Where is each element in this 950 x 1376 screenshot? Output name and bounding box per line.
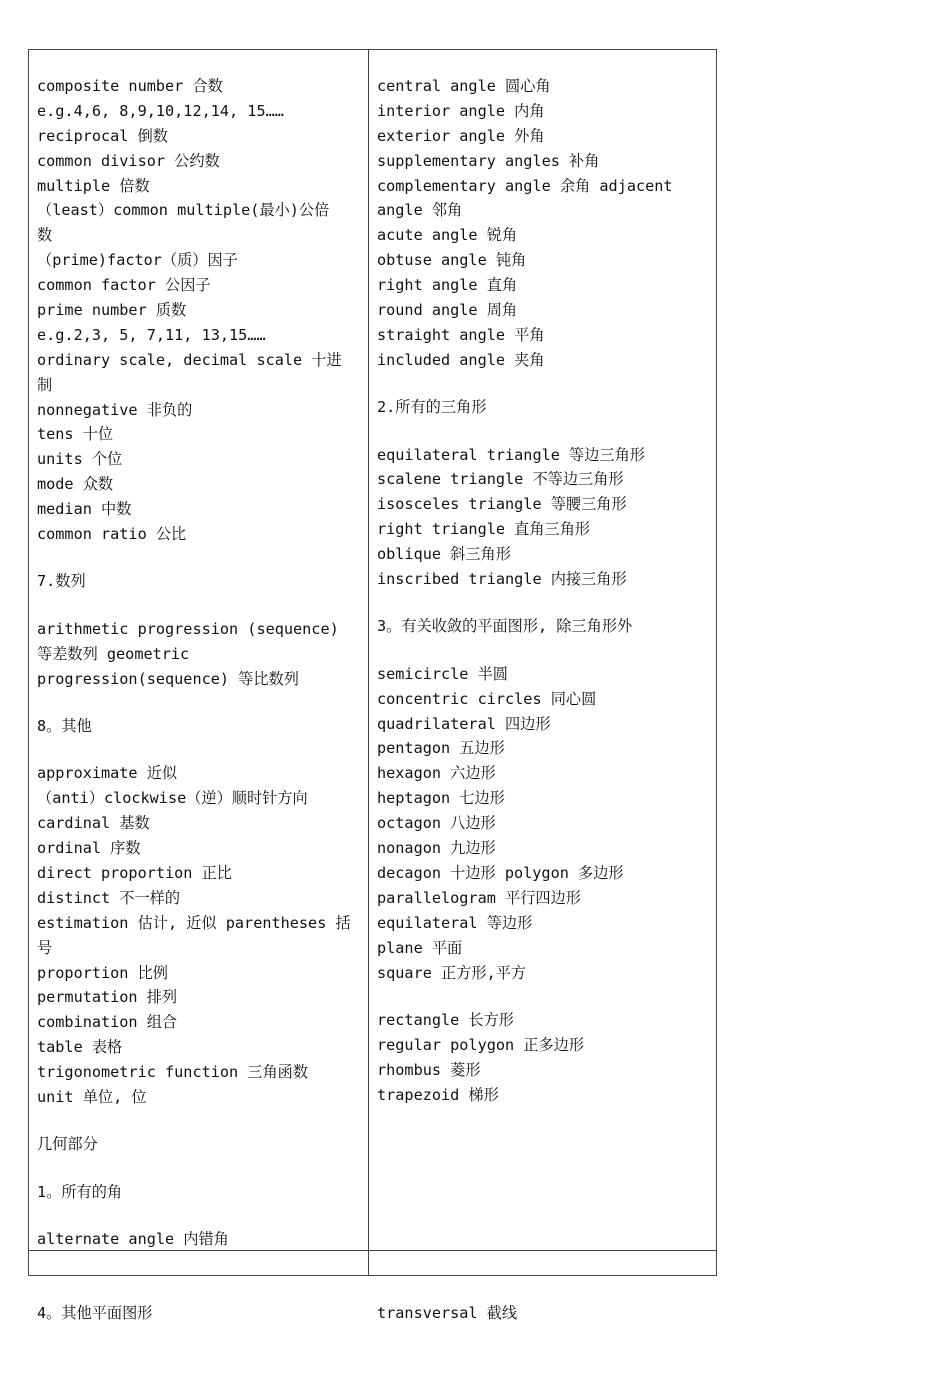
vocab-line: proportion 比例: [37, 963, 168, 982]
vocab-line: progression(sequence) 等比数列: [37, 669, 299, 688]
right-column-cell: [377, 74, 712, 1107]
vocab-line: alternate angle 内错角: [37, 1230, 229, 1249]
vocab-line: plane 平面: [377, 938, 463, 957]
vocab-line: right angle 直角: [377, 276, 518, 295]
vocab-line: hexagon 六边形: [377, 764, 496, 783]
vocab-line: trapezoid 梯形: [377, 1085, 499, 1104]
vocab-line: e.g.4,6, 8,9,10,12,14, 15……: [37, 101, 284, 120]
vocab-line: inscribed triangle 内接三角形: [377, 570, 627, 589]
vocab-line: estimation 估计, 近似 parentheses 括: [37, 913, 351, 932]
vocab-line: complementary angle 余角 adjacent: [377, 176, 673, 195]
vocab-line: isosceles triangle 等腰三角形: [377, 495, 627, 514]
vocab-line: 几何部分: [37, 1135, 98, 1154]
blank-line: [377, 592, 712, 615]
blank-line: [37, 1205, 362, 1228]
vocab-line: semicircle 半圆: [377, 664, 508, 683]
vocab-line: cardinal 基数: [37, 814, 150, 833]
vocab-line: permutation 排列: [37, 988, 178, 1007]
vocab-line: supplementary angles 补角: [377, 151, 600, 170]
vocab-line: heptagon 七边形: [377, 789, 505, 808]
blank-line: [377, 420, 712, 443]
blank-line: [37, 594, 362, 617]
vocab-line: nonagon 九边形: [377, 839, 496, 858]
vocab-line: 8。其他: [37, 716, 92, 735]
vocab-line: unit 单位, 位: [37, 1087, 147, 1106]
blank-line: [377, 639, 712, 662]
vocab-line: combination 组合: [37, 1013, 178, 1032]
column-divider: [368, 50, 369, 1275]
vocab-line: 1。所有的角: [37, 1182, 123, 1201]
vocab-line: units 个位: [37, 450, 123, 469]
left-column-cell: [37, 74, 362, 1252]
vocab-line: 2.所有的三角形: [377, 398, 487, 417]
vocab-line: （prime)factor（质）因子: [37, 251, 238, 270]
vocab-line: regular polygon 正多边形: [377, 1035, 585, 1054]
vocab-line: common ratio 公比: [37, 525, 187, 544]
blank-line: [37, 1110, 362, 1133]
vocab-line: rectangle 长方形: [377, 1010, 514, 1029]
vocab-line: arithmetic progression (sequence): [37, 619, 339, 638]
vocab-line: ordinary scale, decimal scale 十进: [37, 350, 342, 369]
footer-left-cell: [37, 1251, 152, 1376]
vocab-line: tens 十位: [37, 425, 114, 444]
vocab-line: scalene triangle 不等边三角形: [377, 470, 624, 489]
vocab-line: ordinal 序数: [37, 839, 141, 858]
vocab-line: 制: [37, 375, 53, 394]
vocab-line: included angle 夹角: [377, 350, 545, 369]
vocab-line: 等差数列 geometric: [37, 644, 190, 663]
vocab-line: interior angle 内角: [377, 101, 545, 120]
blank-line: [37, 1157, 362, 1180]
vocab-line: common factor 公因子: [37, 276, 211, 295]
vocab-line: equilateral 等边形: [377, 913, 533, 932]
vocab-line: straight angle 平角: [377, 325, 545, 344]
blank-line: [377, 985, 712, 1008]
vocab-line: nonnegative 非负的: [37, 400, 193, 419]
vocab-line: exterior angle 外角: [377, 126, 545, 145]
vocab-line: oblique 斜三角形: [377, 545, 511, 564]
vocab-line: parallelogram 平行四边形: [377, 888, 581, 907]
vocab-line: direct proportion 正比: [37, 863, 232, 882]
footer-right-cell: [377, 1251, 517, 1376]
vocab-line: multiple 倍数: [37, 176, 150, 195]
vocab-line: trigonometric function 三角函数: [37, 1063, 309, 1082]
vocab-line: square 正方形,平方: [377, 963, 527, 982]
vocab-line: median 中数: [37, 500, 132, 519]
vocabulary-table: [28, 49, 717, 1322]
vocab-line: pentagon 五边形: [377, 739, 505, 758]
vocab-line: angle 邻角: [377, 201, 463, 220]
vocab-line: （least）common multiple(最小)公倍: [37, 201, 330, 220]
vocab-line: round angle 周角: [377, 301, 518, 320]
footer-right-text: transversal 截线: [377, 1303, 518, 1322]
vocab-line: distinct 不一样的: [37, 888, 181, 907]
blank-line: [37, 739, 362, 762]
vocab-line: e.g.2,3, 5, 7,11, 13,15……: [37, 325, 266, 344]
vocab-line: 3。有关收敛的平面图形, 除三角形外: [377, 617, 633, 636]
vocab-line: prime number 质数: [37, 301, 187, 320]
footer-left-text: 4。其他平面图形: [37, 1303, 153, 1322]
vocab-line: composite number 合数: [37, 77, 223, 95]
vocab-line: rhombus 菱形: [377, 1060, 481, 1079]
vocab-line: （anti）clockwise（逆）顺时针方向: [37, 789, 308, 808]
blank-line: [37, 547, 362, 570]
vocab-line: obtuse angle 钝角: [377, 251, 527, 270]
blank-line: [37, 691, 362, 714]
vocab-line: mode 众数: [37, 475, 114, 494]
vocab-line: concentric circles 同心圆: [377, 689, 597, 708]
vocab-line: quadrilateral 四边形: [377, 714, 551, 733]
vocab-line: decagon 十边形 polygon 多边形: [377, 863, 624, 882]
vocab-line: table 表格: [37, 1038, 123, 1057]
vocab-line: equilateral triangle 等边三角形: [377, 445, 645, 464]
vocab-line: central angle 圆心角: [377, 77, 551, 95]
vocab-line: approximate 近似: [37, 764, 178, 783]
blank-line: [377, 373, 712, 396]
vocab-line: acute angle 锐角: [377, 226, 518, 245]
vocab-line: octagon 八边形: [377, 814, 496, 833]
vocab-line: 号: [37, 938, 53, 957]
vocab-line: right triangle 直角三角形: [377, 520, 591, 539]
vocab-line: common divisor 公约数: [37, 151, 220, 170]
vocab-line: reciprocal 倒数: [37, 126, 168, 145]
vocab-line: 7.数列: [37, 572, 86, 591]
vocab-line: 数: [37, 226, 53, 245]
